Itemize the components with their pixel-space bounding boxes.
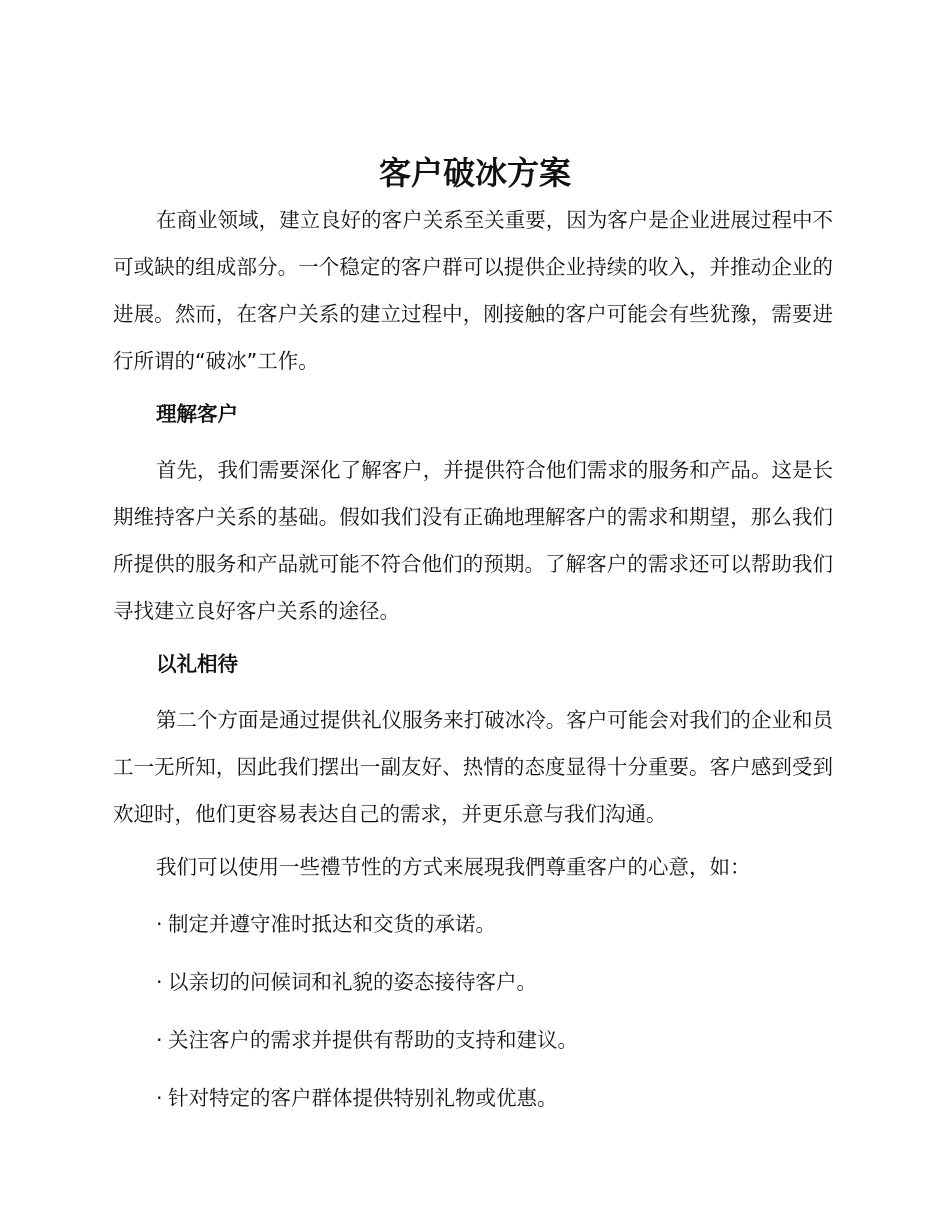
section-heading-courtesy: 以礼相待: [156, 652, 238, 676]
list-item-text: 制定并遵守准时抵达和交货的承诺。: [168, 912, 496, 936]
list-item: [156, 968, 537, 996]
list-item: [156, 910, 496, 938]
list-item-text: 以亲切的问候词和礼貌的姿态接待客户。: [168, 970, 537, 994]
bullet-dot-icon: ·: [156, 1086, 163, 1110]
section-paragraph-courtesy: 第二个方面是通过提供礼仪服务来打破冰冷。客户可能会对我们的企业和员工一无所知，因此我们摆出一副友好、热情的态度显得十分重要。客户感到受到欢迎时，他们更容易表达自己的需求，并更乐意与我们沟通。: [113, 708, 833, 826]
bullet-dot-icon: ·: [156, 970, 163, 994]
list-item: [156, 1084, 558, 1112]
document-title: 客户破冰方案: [378, 154, 571, 192]
list-item: [156, 1026, 578, 1054]
bullet-dot-icon: ·: [156, 1028, 163, 1052]
list-item-text: 关注客户的需求并提供有帮助的支持和建议。: [168, 1028, 578, 1052]
list-item-text: 针对特定的客户群体提供特别礼物或优惠。: [168, 1086, 558, 1110]
intro-paragraph: 在商业领域，建立良好的客户关系至关重要，因为客户是企业进展过程中不可或缺的组成部分。一个稳定的客户群可以提供企业持续的收入，并推动企业的进展。然而，在客户关系的建立过程中，刚接触的客户可能会有些犹豫，需要进行所谓的“破冰”工作。: [113, 208, 833, 373]
bullet-dot-icon: ·: [156, 912, 163, 936]
section-paragraph-understand-customer: 首先，我们需要深化了解客户，并提供符合他们需求的服务和产品。这是长期维持客户关系的基础。假如我们没有正确地理解客户的需求和期望，那么我们所提供的服务和产品就可能不符合他们的预期。了解客户的需求还可以帮助我们寻找建立良好客户关系的途径。: [113, 458, 833, 623]
section-heading-understand-customer: 理解客户: [156, 402, 238, 426]
courtesy-lead-sentence: 我们可以使用一些禮节性的方式来展現我們尊重客户的心意，如：: [156, 855, 751, 879]
